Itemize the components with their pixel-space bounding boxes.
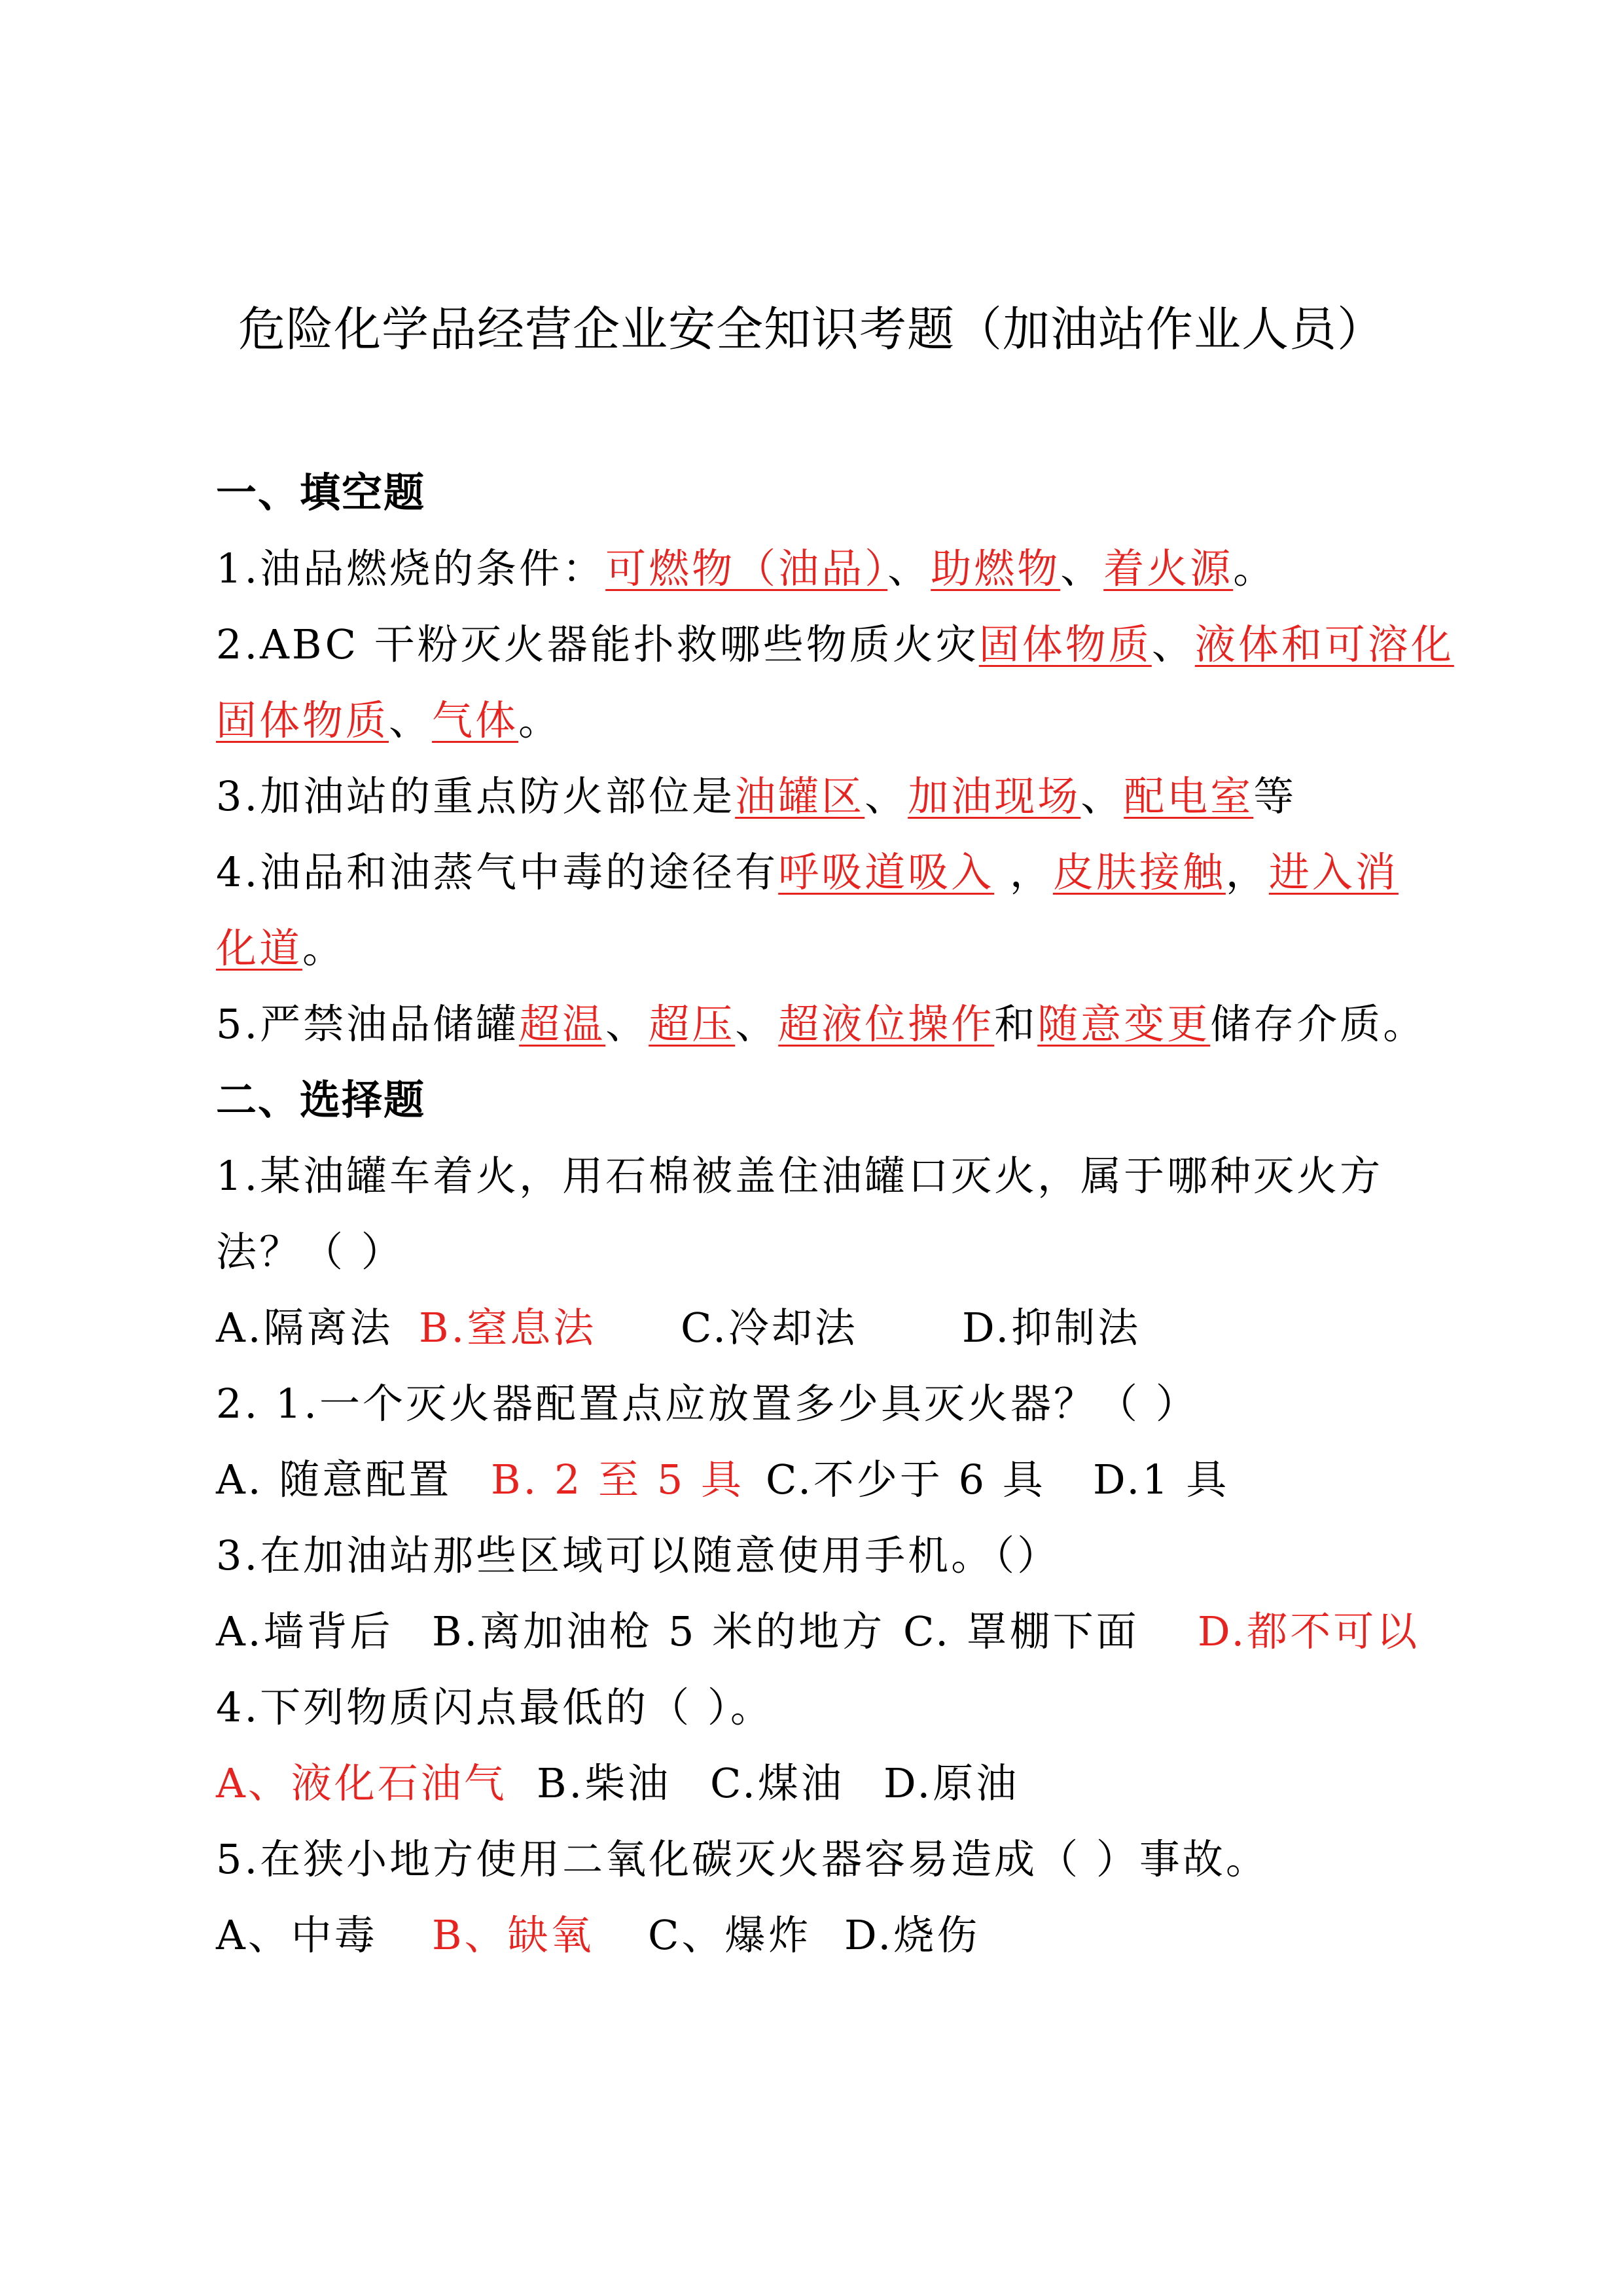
option-a: A、中毒 [216,1911,378,1959]
choice-question-3-stem: 3.在加油站那些区域可以随意使用手机。（） [216,1532,1061,1579]
question-text: 4.油品和油蒸气中毒的途径有 [216,848,779,896]
question-text: 2.ABC 干粉灭火器能扑救哪些物质火灾 [216,620,979,668]
option-a-correct: A、液化石油气 [216,1759,507,1807]
answer-blank: 超液位操作 [778,1000,995,1048]
separator: 、 [735,1000,779,1048]
option-c: C.不少于 6 具 [766,1456,1046,1503]
fill-question-2 [216,607,1454,683]
fill-question-5 [216,986,1440,1062]
section-heading-choice: 二、选择题 [216,1076,426,1124]
option-b-correct: B.窒息法 [419,1304,597,1352]
separator: 、 [389,696,433,744]
fill-question-2-cont [216,683,1440,759]
section-heading-fill-in: 一、填空题 [216,469,426,516]
fill-question-4 [216,834,1440,910]
answer-blank: 配电室 [1124,772,1254,820]
separator: 、 [605,1000,649,1048]
separator: 和 [994,1000,1038,1048]
choice-question-2-options [216,1442,1440,1518]
choice-question-4-stem: 4.下列物质闪点最低的（ ）。 [216,1683,774,1731]
choice-question-1-stem: 1.某油罐车着火，用石棉被盖住油罐口灭火，属于哪种灭火方 [216,1152,1383,1200]
question-text: 1.油品燃烧的条件： [216,545,606,592]
answer-blank: 助燃物 [931,545,1061,592]
option-a: A.隔离法 [216,1304,393,1352]
option-c: C.冷却法 [681,1304,858,1352]
answer-blank: 超温 [519,1000,606,1048]
question-end: 。 [1233,545,1277,592]
option-a: A. 随意配置 [216,1456,452,1503]
question-end: 。 [518,696,562,744]
option-d: D.原油 [883,1759,1020,1807]
option-d: D.1 具 [1093,1456,1230,1503]
choice-question-5-stem: 5.在狭小地方使用二氧化碳灭火器容易造成（ ）事故。 [216,1835,1269,1883]
answer-blank: 化道 [216,924,303,972]
answer-blank: 液体和可溶化 [1194,620,1454,668]
answer-blank: 加油现场 [908,772,1081,820]
answer-blank: 可燃物（油品） [605,545,888,592]
separator: 、 [865,772,908,820]
choice-question-3-options [216,1594,1440,1670]
option-b-correct: B、缺氧 [432,1911,594,1959]
question-end: 等 [1253,772,1297,820]
answer-blank: 随意变更 [1037,1000,1211,1048]
answer-blank: 固体物质 [978,620,1152,668]
option-a: A.墙背后 [216,1607,393,1655]
option-b: B.离加油枪 5 米的地方 [432,1607,885,1655]
answer-blank: 呼吸道吸入 [778,848,995,896]
fill-question-1 [216,531,1440,607]
option-d-correct: D.都不可以 [1198,1607,1420,1655]
answer-blank: 着火源 [1103,545,1234,592]
question-text: 5.严禁油品储罐 [216,1000,520,1048]
fill-question-3 [216,759,1440,834]
separator: ， [994,848,1053,896]
exam-body [216,455,1454,1973]
answer-blank: 进入消 [1268,848,1399,896]
choice-question-1-options [216,1290,1440,1366]
separator: 、 [1151,620,1195,668]
question-end: 。 [302,924,346,972]
separator: 、 [1060,545,1104,592]
question-end: 储存介质。 [1210,1000,1427,1048]
option-b: B.柴油 [537,1759,671,1807]
fill-question-4-cont [216,910,1440,986]
option-c: C、爆炸 [648,1911,812,1959]
option-d: D.烧伤 [844,1911,980,1959]
question-text: 3.加油站的重点防火部位是 [216,772,736,820]
answer-blank: 油罐区 [735,772,865,820]
separator: 、 [887,545,931,592]
choice-question-5-options [216,1897,1440,1973]
option-b-correct: B. 2 至 5 具 [491,1456,744,1503]
option-d: D.抑制法 [962,1304,1141,1352]
choice-question-1-stem-cont: 法？（ ） [216,1228,404,1276]
separator: 、 [1080,772,1124,820]
answer-blank: 皮肤接触 [1052,848,1226,896]
choice-question-4-options [216,1746,1440,1821]
page-title: 危险化学品经营企业安全知识考题（加油站作业人员） [238,302,1385,357]
answer-blank: 超压 [649,1000,736,1048]
option-c: C. 罩棚下面 [903,1607,1139,1655]
separator: ， [1225,848,1269,896]
answer-blank: 气体 [432,696,519,744]
option-c: C.煤油 [710,1759,844,1807]
choice-question-2-stem: 2. 1.一个灭火器配置点应放置多少具灭火器？（ ） [216,1380,1199,1427]
answer-blank: 固体物质 [216,696,389,744]
